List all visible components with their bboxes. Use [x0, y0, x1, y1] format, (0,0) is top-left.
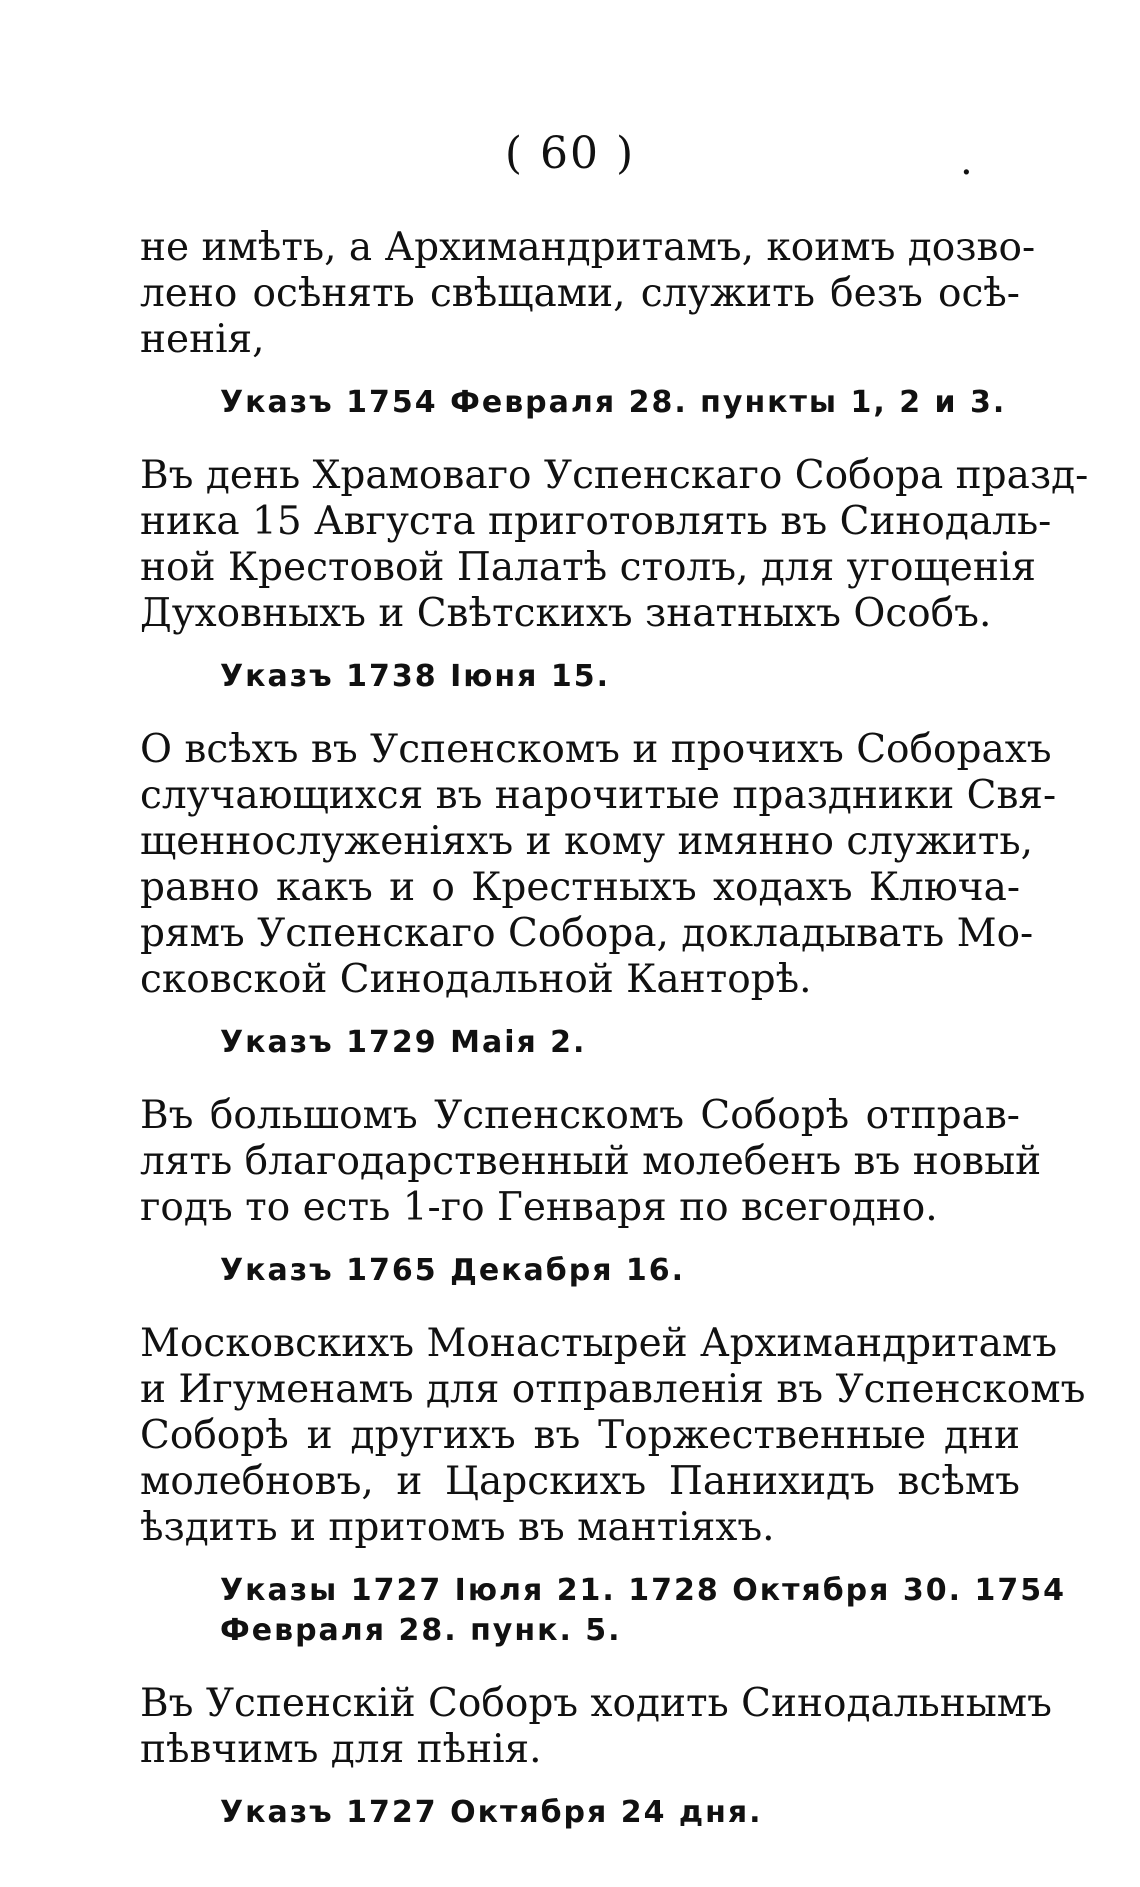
paragraph	[140, 453, 1089, 637]
text-line: Въ Успенскій Соборъ ходить Синодальнымъ	[140, 1681, 1052, 1726]
paragraph	[140, 1681, 1052, 1773]
page-content	[140, 225, 1089, 1863]
decree-line: Указъ 1754 Февраля 28. пункты 1, 2 и 3.	[220, 385, 1007, 420]
text-line: Соборѣ и другихъ въ Торжественные дни	[140, 1413, 1020, 1458]
decree-reference	[140, 1023, 1020, 1063]
text-line: щеннослуженіяхъ и кому имянно служить,	[140, 819, 1033, 864]
text-line: молебновъ, и Царскихъ Панихидъ всѣмъ	[140, 1459, 1020, 1504]
text-line: случающихся въ нарочитые праздники Свя-	[140, 773, 1057, 818]
text-line: пѣвчимъ для пѣнія.	[140, 1727, 542, 1772]
decree-reference	[140, 657, 1020, 697]
text-line: ной Крестовой Палатѣ столъ, для угощенія	[140, 545, 1036, 590]
text-line: Въ день Храмоваго Успенскаго Собора празд-	[140, 453, 1089, 498]
page-number: ( 60 )	[504, 128, 636, 179]
text-line: годъ то есть 1-го Генваря по всегодно.	[140, 1185, 938, 1230]
decree-reference	[140, 1793, 1020, 1833]
decree-reference	[140, 383, 1020, 423]
text-line: лено осѣнять свѣщами, служить безъ осѣ-	[140, 271, 1020, 316]
text-line: не имѣть, а Архимандритамъ, коимъ дозво-	[140, 225, 1036, 270]
text-line: рямъ Успенскаго Собора, докладывать Мо-	[140, 911, 1034, 956]
text-line: ника 15 Августа приготовлять въ Синодаль-	[140, 499, 1052, 544]
decree-line: Указы 1727 Іюля 21. 1728 Октября 30. 1754	[220, 1573, 1066, 1608]
paragraph	[140, 1093, 1042, 1231]
text-line: Московскихъ Монастырей Архимандритамъ	[140, 1321, 1058, 1366]
paragraph	[140, 1321, 1086, 1551]
text-line: ѣздить и притомъ въ мантіяхъ.	[140, 1505, 775, 1550]
text-line: сковской Синодальной Канторѣ.	[140, 957, 812, 1002]
text-line: лять благодарственный молебенъ въ новый	[140, 1139, 1042, 1184]
text-line: равно какъ и о Крестныхъ ходахъ Ключа-	[140, 865, 1020, 910]
text-line: ненія,	[140, 317, 265, 362]
decree-line: Указъ 1765 Декабря 16.	[220, 1253, 686, 1288]
decree-reference	[140, 1251, 1020, 1291]
text-line: Духовныхъ и Свѣтскихъ знатныхъ Особъ.	[140, 591, 992, 636]
decree-reference	[140, 1571, 1066, 1651]
text-line: и Игуменамъ для отправленія въ Успенскомъ	[140, 1367, 1086, 1412]
paragraph	[140, 225, 1036, 363]
page-dot: .	[960, 138, 973, 184]
text-line: Въ большомъ Успенскомъ Соборѣ отправ-	[140, 1093, 1020, 1138]
decree-line: Указъ 1727 Октября 24 дня.	[220, 1795, 763, 1830]
text-line: О всѣхъ въ Успенскомъ и прочихъ Соборахъ	[140, 727, 1052, 772]
paragraph	[140, 727, 1057, 1003]
decree-line: Указъ 1738 Іюня 15.	[220, 659, 611, 694]
decree-line: Февраля 28. пунк. 5.	[220, 1613, 622, 1648]
decree-line: Указъ 1729 Маія 2.	[220, 1025, 587, 1060]
